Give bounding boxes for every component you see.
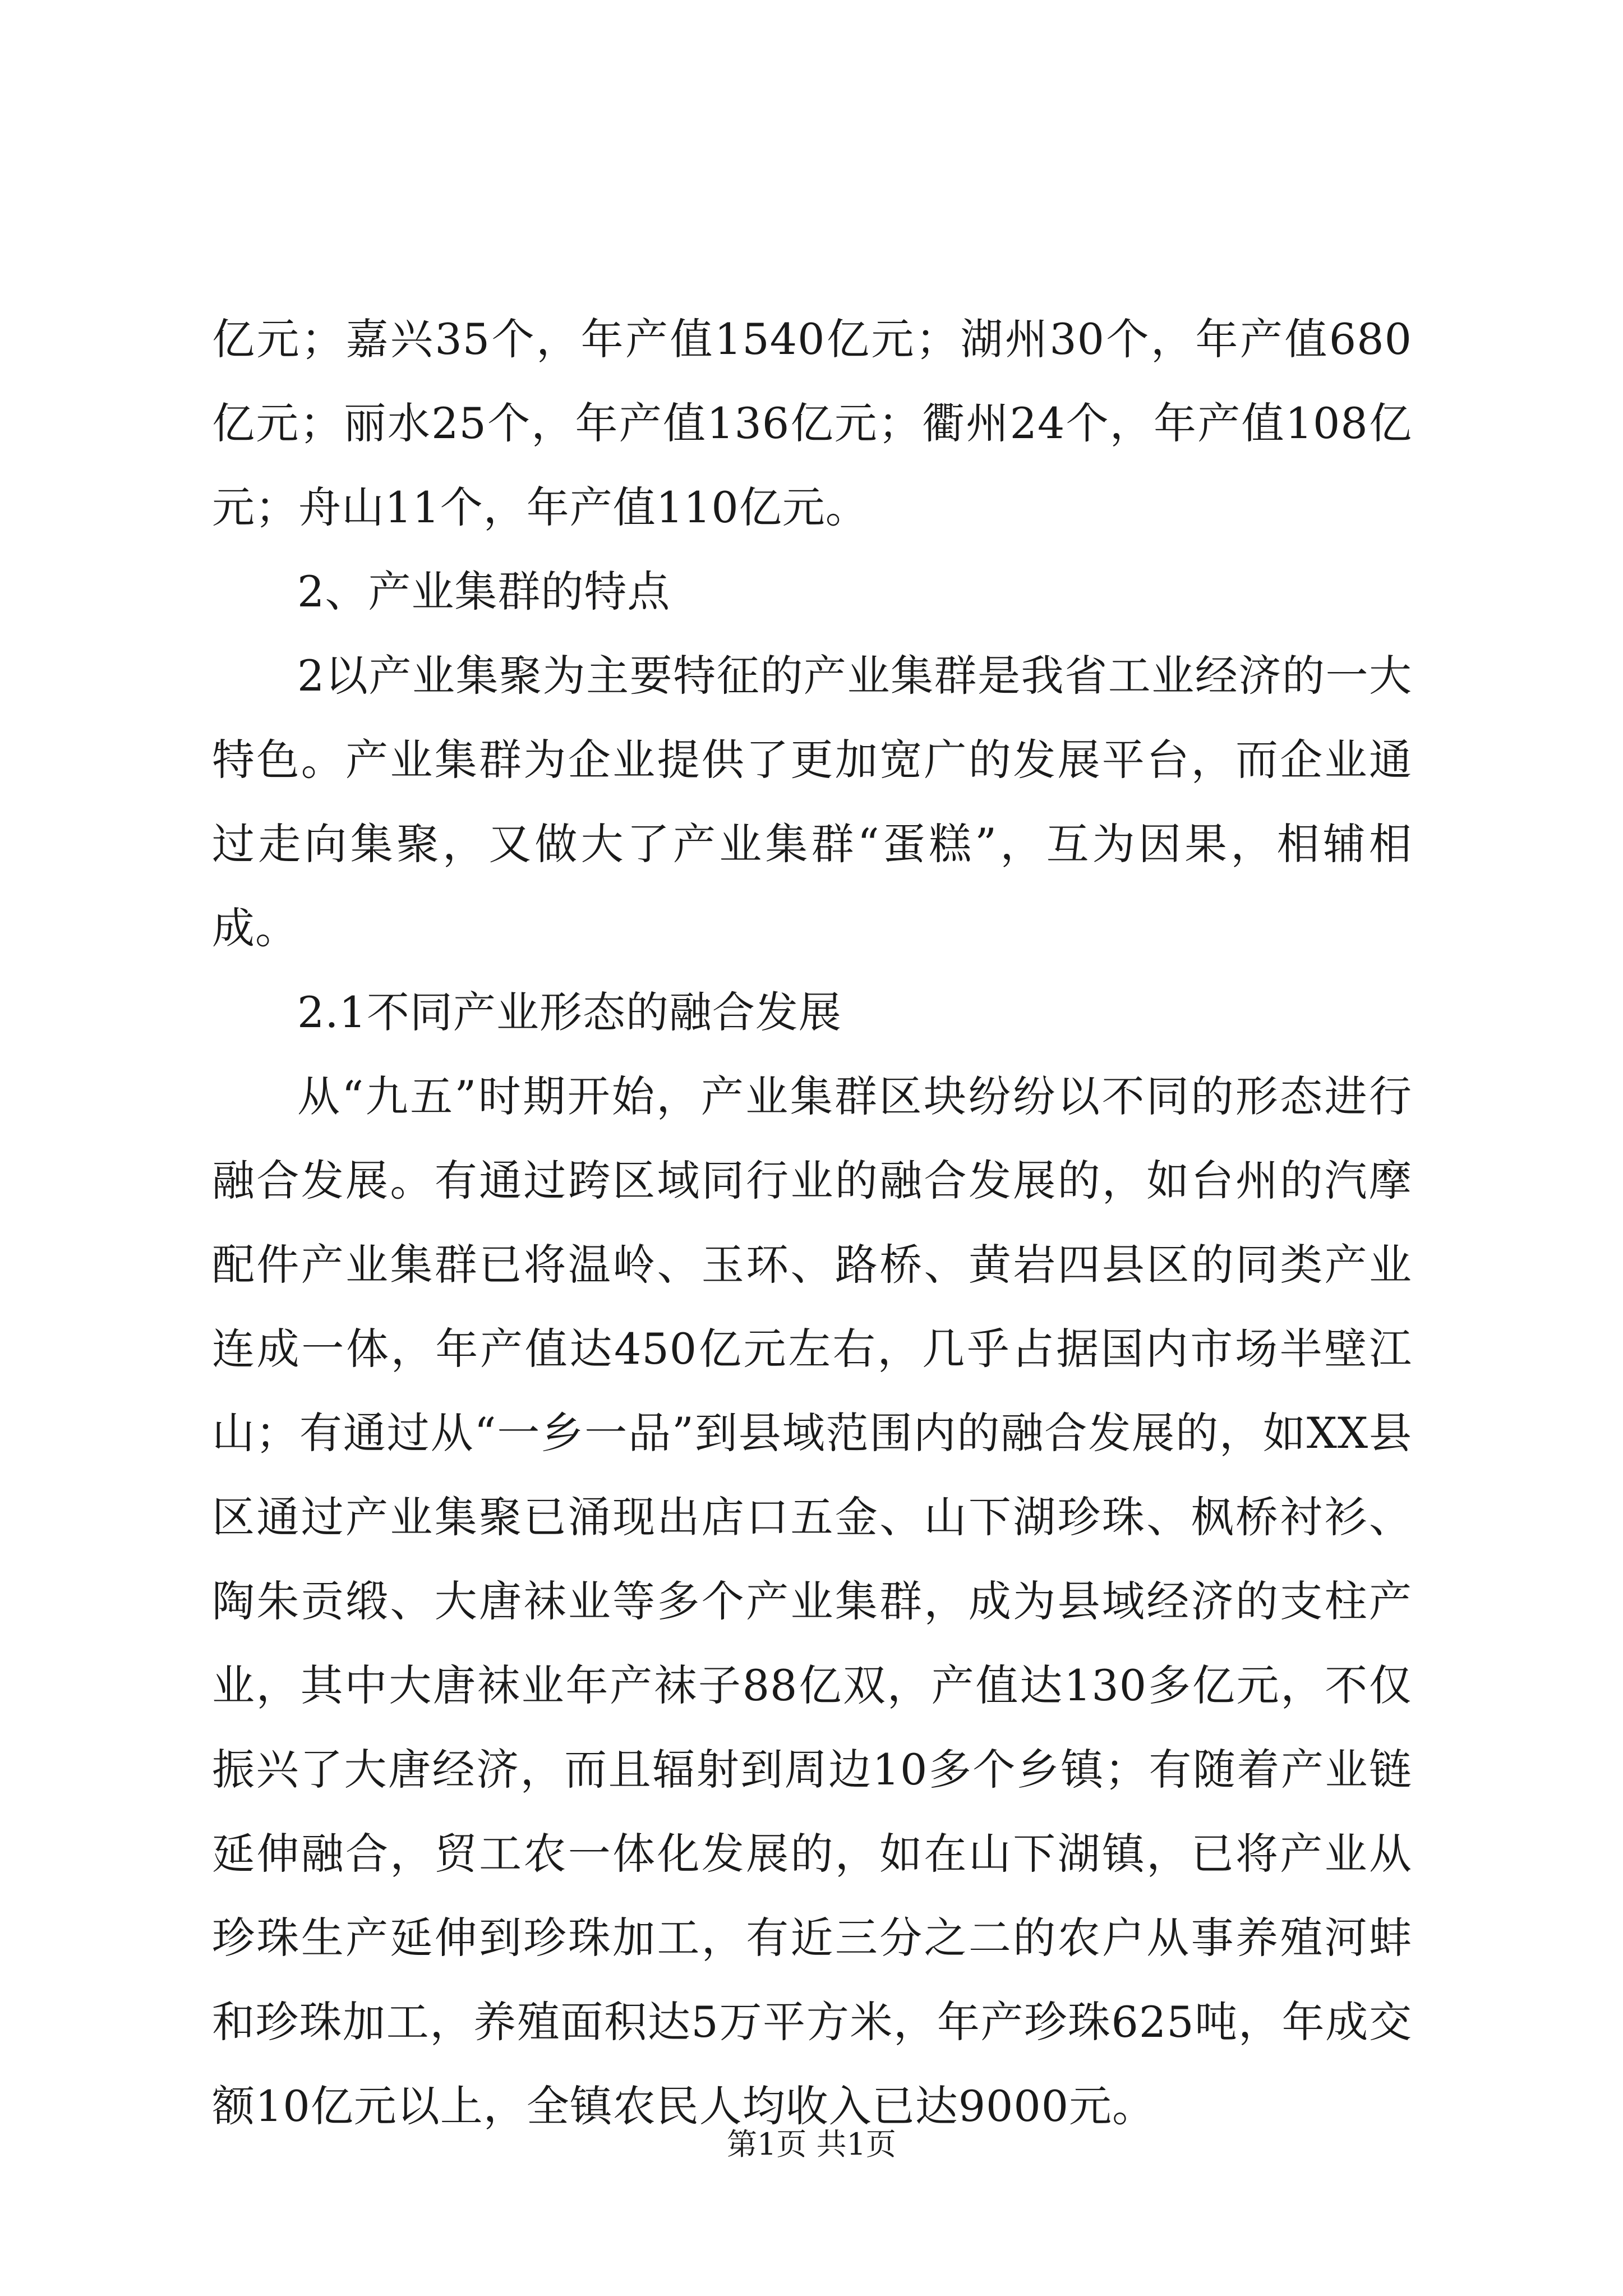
document-body — [212, 297, 1412, 2148]
page-footer: 第1页 共1页 — [727, 2127, 896, 2162]
paragraph-continuation: 亿元；嘉兴35个，年产值1540亿元；湖州30个，年产值680亿元；丽水25个，年产值136亿元；衢州24个，年产值108亿元；舟山11个，年产值110亿元。 — [212, 314, 1412, 532]
paragraph-intro: 2以产业集聚为主要特征的产业集群是我省工业经济的一大特色。产业集群为企业提供了更加宽广的发展平台，而企业通过走向集聚，又做大了产业集群“蛋糕”，互为因果，相辅相成。 — [212, 651, 1412, 953]
subsection-heading: 2.1不同产业形态的融合发展 — [297, 987, 842, 1037]
paragraph-main: 从“九五”时期开始，产业集群区块纷纷以不同的形态进行融合发展。有通过跨区域同行业的融合发展的，如台州的汽摩配件产业集群已将温岭、玉环、路桥、黄岩四县区的同类产业连成一体，年产值达450亿元左右，几乎占据国内市场半壁江山；有通过从“一乡一品”到县域范围内的融合发展的，如XX县区通过产业集聚已涌现出店口五金、山下湖珍珠、枫桥衬衫、陶朱贡缎、大唐袜业等多个产业集群，成为县域经济的支柱产业，其中大唐袜业年产袜子88亿双，产值达130多亿元，不仅振兴了大唐经济，而且辐射到周边10多个乡镇；有随着产业链延伸融合，贸工农一体化发展的，如在山下湖镇，已将产业从珍珠生产延伸到珍珠加工，有近三分之二的农户从事养殖河蚌和珍珠加工，养殖面积达5万平方米，年产珍珠625吨，年成交额10亿元以上，全镇农民人均收入已达9000元。 — [212, 1071, 1412, 2131]
section-heading: 2、产业集群的特点 — [297, 567, 671, 616]
